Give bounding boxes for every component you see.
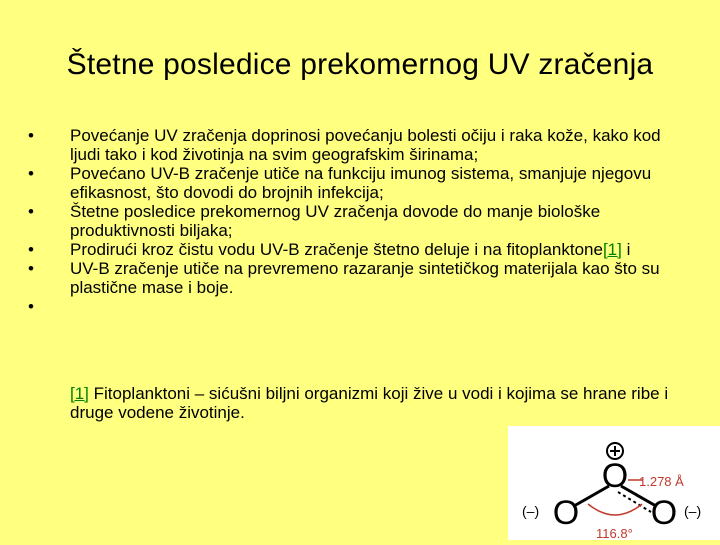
oxygen-atom-right: O (650, 494, 678, 532)
bullet-list (28, 126, 688, 316)
bullet-item (28, 126, 688, 164)
footnote (70, 384, 690, 422)
bullet-text: Povećano UV-B zračenje utiče na funkciju imunog sistema, smanjuje njegovu efikasnost, što dovodi do brojnih infekcija; (70, 164, 652, 202)
bullet-dot: • (28, 240, 34, 259)
bullet-text-tail: i (621, 240, 631, 259)
bullet-item (28, 259, 688, 297)
negative-charge-right: (–) (684, 503, 702, 519)
oxygen-atom-left: O (552, 494, 580, 532)
footnote-link[interactable]: [1] (602, 240, 622, 259)
bullet-text: Povećanje UV zračenja doprinosi povećanju bolesti očiju i raka kože, kako kod ljudi tako i kod životinja na svim geografskim širinama; (70, 126, 661, 164)
bullet-dot: • (28, 259, 34, 278)
bullet-dot: • (28, 297, 34, 316)
bullet-dot: • (28, 202, 34, 221)
bullet-item (28, 202, 688, 240)
ozone-molecule-diagram (508, 426, 720, 540)
bullet-dot: • (28, 126, 34, 145)
slide-title: Štetne posledice prekomernog UV zračenja (66, 48, 654, 81)
ozone-svg (508, 426, 720, 540)
bullet-dot: • (28, 164, 34, 183)
footnote-ref-link[interactable]: [1] (70, 384, 89, 403)
bullet-item (28, 164, 688, 202)
bond-angle-label: 116.8° (596, 526, 633, 540)
footnote-text: Fitoplanktoni – sićušni biljni organizmi koji žive u vodi i kojima se hrane ribe i druge vodene životinje. (70, 384, 669, 422)
bond-length-label: 1.278 Å (639, 474, 684, 489)
bullet-item (28, 240, 688, 259)
bullet-text: UV-B zračenje utiče na prevremeno razaranje sintetičkog materijala kao što su plastične mase i boje. (70, 259, 660, 297)
negative-charge-left: (–) (522, 503, 540, 519)
bond-angle-arc (588, 504, 642, 515)
oxygen-atom-top: O (601, 457, 629, 495)
bullet-text: Prodirući kroz čistu vodu UV-B zračenje štetno deluje i na fitoplanktone (70, 240, 603, 259)
bullet-text: Štetne posledice prekomernog UV zračenja dovode do manje biološke produktivnosti biljaka; (70, 202, 601, 240)
